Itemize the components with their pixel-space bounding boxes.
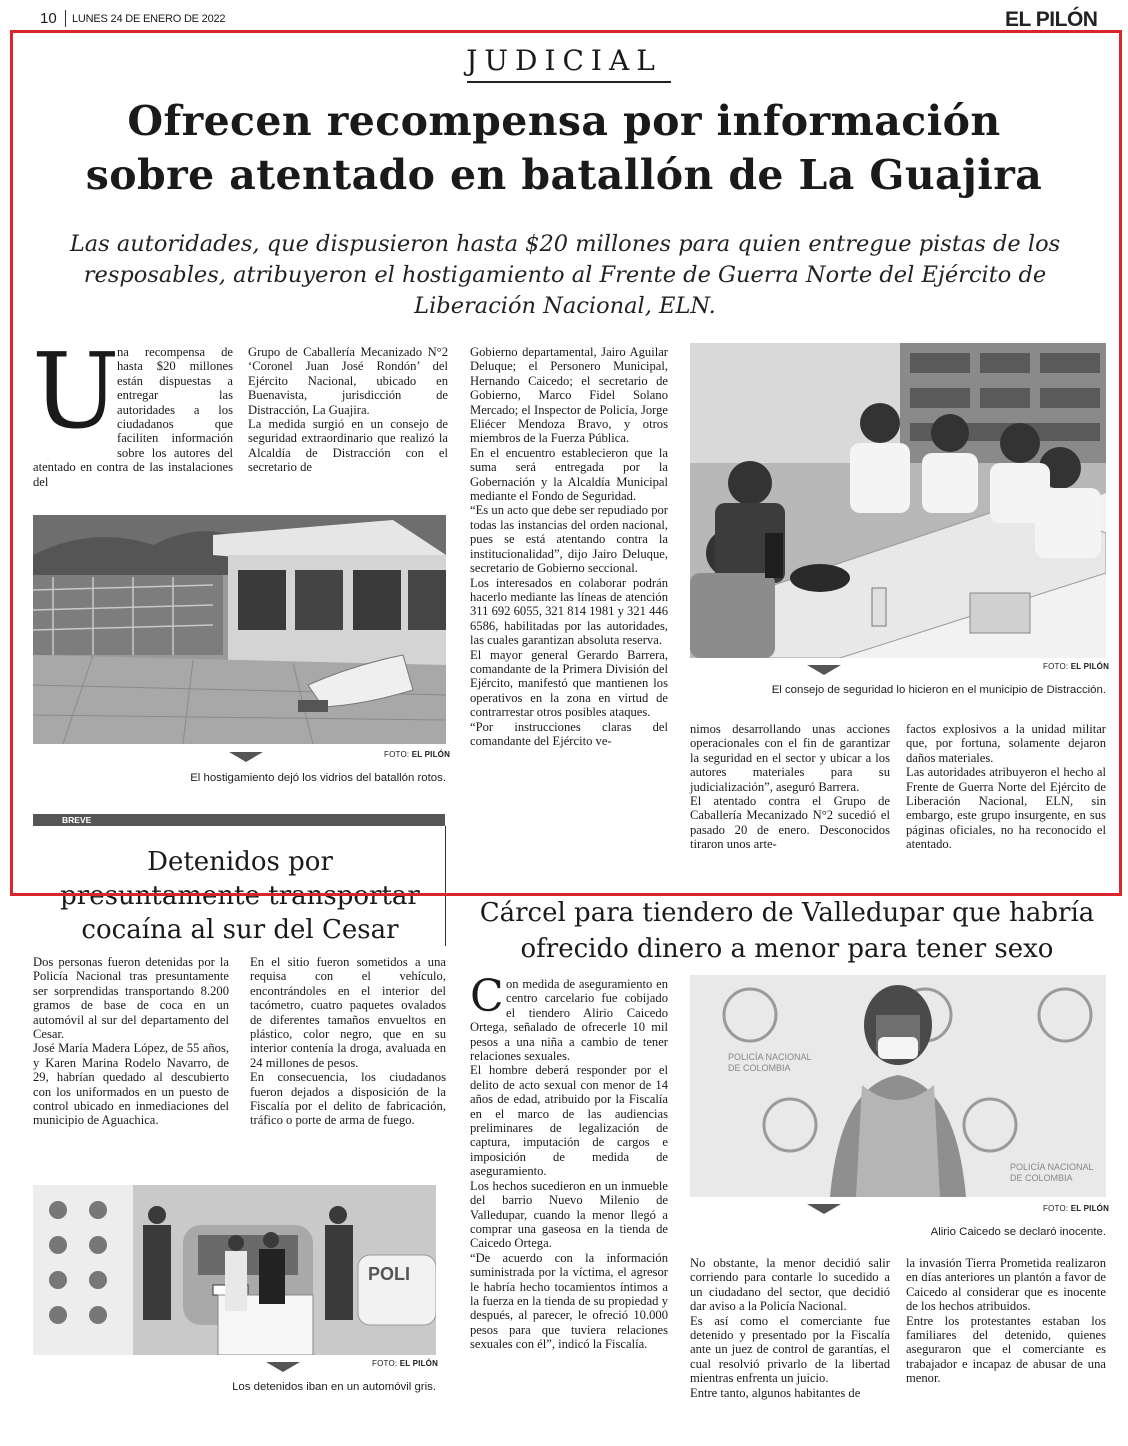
backdrop-text: POLICÍA NACIONAL (728, 1052, 812, 1062)
second-col1-paragraph: Los hechos sucedieron en un inmueble del barrio Nuevo Milenio de Valledupar, cuando la menor llegó a comprar una gaseosa en la tienda de Caicedo Ortega. (470, 1178, 668, 1251)
second-col1-paragraph: “De acuerdo con la información suministrada por la víctima, el agresor le habría hecho tocamientos íntimos a la fuerza en la tienda de su propiedad y después, al parecer, le ofreció 10.000 pesos para que tuviera relaciones sexuales con él”, indicó la Fiscalía. (470, 1250, 668, 1352)
main-col3-paragraph: Los interesados en colaborar podrán hacerlo mediante las líneas de atención 311 692 6055, 321 814 1981 y 321 446 6586, habilitadas por las autoridades, las cuales garantizan absoluta reserva. (470, 575, 668, 648)
accused-photo-credit (1043, 1204, 1109, 1213)
header-divider (65, 10, 66, 27)
caption-arrow-icon (229, 752, 263, 762)
battalion-photo-illustration (33, 515, 446, 744)
second-col2 (690, 1256, 890, 1400)
detainees-photo-credit (372, 1359, 438, 1368)
second-col1 (470, 971, 668, 1352)
brief-headline-line: cocaína al sur del Cesar (81, 915, 399, 945)
detainees-photo-caption: Los detenidos iban en un automóvil gris. (232, 1381, 436, 1393)
main-col3-paragraph: En el encuentro establecieron que la suma será entregada por la Gobernación y la Alcaldía Municipal mediante el Fondo de Seguridad. (470, 445, 668, 504)
battalion-photo-caption: El hostigamiento dejó los vidrios del batallón rotos. (190, 772, 446, 784)
main-col5-paragraph: factos explosivos a la unidad militar que, por fortuna, solamente dejaron daños materiales. (906, 722, 1106, 765)
second-col3-paragraph: la invasión Tierra Prometida realizaron en días anteriores un plantón a favor de Caicedo al considerar que es inocente de los hechos atribuidos. (906, 1256, 1106, 1314)
brief-col2-paragraph: En consecuencia, los ciudadanos fueron dejados a disposición de la Fiscalía por el delito de fabricación, tráfico o porte de arma de fuego. (250, 1070, 446, 1128)
credit-name: EL PILÓN (399, 1359, 439, 1368)
second-col2-paragraph: No obstante, la menor decidió salir corriendo para contarle lo sucedido a un ciudadano del sector, que decidió dar aviso a la Policía Nacional. (690, 1256, 890, 1314)
meeting-photo-illustration (690, 343, 1106, 658)
section-underline (467, 81, 671, 83)
main-col5 (906, 722, 1106, 852)
caption-arrow-icon (807, 665, 841, 675)
main-col1 (32, 330, 233, 489)
second-col2-paragraph: Es así como el comerciante fue detenido y presentado por la Fiscalía ante un juez de control de garantías, el cual resolvió privarlo de la libertad mientras enfrenta un juicio. (690, 1313, 890, 1386)
page-number: 10 (40, 10, 57, 27)
main-col3 (470, 345, 668, 748)
second-col2-paragraph: Entre tanto, algunos habitantes de (690, 1385, 861, 1400)
detainees-photo-illustration (33, 1185, 436, 1355)
page-date: LUNES 24 DE ENERO DE 2022 (72, 13, 226, 25)
backdrop-text: DE COLOMBIA (728, 1063, 791, 1073)
meeting-photo-caption: El consejo de seguridad lo hicieron en el municipio de Distracción. (771, 684, 1106, 696)
battalion-photo-credit (384, 750, 450, 759)
backdrop-text: POLICÍA NACIONAL (1010, 1162, 1094, 1172)
credit-prefix: FOTO: (1043, 662, 1069, 671)
brief-headline-line: Detenidos por (147, 847, 333, 877)
second-col1-paragraph: El hombre deberá responder por el delito de acto sexual con menor de 14 años de edad, atribuido por la Fiscalía en el marco de las audiencias preliminares de legalización de captura, imputación de cargos e imposición de medida de aseguramiento. (470, 1063, 668, 1179)
caption-arrow-icon (266, 1362, 300, 1372)
main-headline (20, 94, 1108, 202)
accused-photo-illustration (690, 975, 1106, 1197)
patrol-car-text: POLI (368, 1264, 411, 1284)
main-col3-paragraph: Gobierno departamental, Jairo Aguilar Deluque; el Personero Municipal, Hernando Caicedo; el secretario de Gobierno, Marco Fidel Solano Mercado; el Inspector de Policía, Jorge Eliécer Mendoza Bravo, y otros miembros de la Fuerza Pública. (470, 345, 668, 446)
newspaper-logo: EL PILÓN (1005, 8, 1098, 31)
brief-label-bar (33, 814, 445, 826)
drop-cap: U (32, 330, 120, 452)
credit-prefix: FOTO: (1043, 1204, 1069, 1213)
battalion-photo (33, 515, 446, 744)
main-col5-paragraph: Las autoridades atribuyeron el hecho al Frente de Guerra Norte del Ejército de Liberación Nacional, ELN, sin embargo, este grupo insurgente, en sus páginas oficiales, no ha reconocido el atentado. (906, 765, 1106, 852)
credit-name: EL PILÓN (1070, 1204, 1110, 1213)
brief-col2 (250, 955, 446, 1128)
main-col2 (248, 345, 448, 475)
brief-col1-paragraph: José María Madera López, de 55 años, y Karen Marina Rodelo Navarro, de 29, habrían quedado al descubierto con los uniformados en un puesto de control ubicado en inmediaciones del municipio de Aguachica. (33, 1041, 229, 1128)
main-col2-paragraph: La medida surgió en un consejo de seguridad extraordinario que realizó la Alcaldía de Distracción con el secretario de (248, 417, 448, 475)
brief-col1 (33, 955, 229, 1128)
main-col4-paragraph: El atentado contra el Grupo de Caballería Mecanizado N°2 sucedió el pasado 20 de enero. Desconocidos tiraron unos arte- (690, 794, 890, 852)
drop-cap: C (470, 971, 504, 1022)
accused-photo-caption: Alirio Caicedo se declaró inocente. (930, 1226, 1106, 1238)
main-col3-paragraph: “Por instrucciones claras del comandante del Ejército ve- (470, 719, 668, 748)
second-headline-line: Cárcel para tiendero de Valledupar que habría (479, 898, 1095, 928)
second-col3 (906, 1256, 1106, 1386)
brief-headline (40, 845, 440, 947)
main-col2-paragraph: Grupo de Caballería Mecanizado N°2 ‘Coronel Juan José Rondón’ del Ejército Nacional, ubicado en Buenavista, jurisdicción de Distracción, La Guajira. (248, 345, 448, 417)
second-headline (462, 895, 1112, 967)
credit-name: EL PILÓN (1070, 662, 1110, 671)
main-col4 (690, 722, 890, 852)
credit-name: EL PILÓN (411, 750, 451, 759)
main-col3-paragraph: “Es un acto que debe ser repudiado por todas las instancias del orden nacional, pues se está atentando contra la institucionalidad”, dijo Jairo Deluque, secretario de Gobierno seccional. (470, 503, 668, 576)
main-deck: Las autoridades, que dispusieron hasta $20 millones para quien entregue pistas de los resposables, atribuyeron el hostigamiento al Frente de Guerra Norte del Ejército de Liberación Nacional, ELN. (69, 231, 1061, 319)
brief-col2-paragraph: En el sitio fueron sometidos a una requisa con el vehículo, encontrándoles en el interior del tacómetro, cuatro paquetes ovalados de diferentes tamaños envueltos en plástico, color negro, que en su interior contenía la droga, avaluada en 24 millones de pesos. (250, 955, 446, 1070)
credit-prefix: FOTO: (372, 1359, 398, 1368)
headline-line-1: Ofrecen recompensa por información (127, 97, 1001, 145)
credit-prefix: FOTO: (384, 750, 410, 759)
brief-headline-line: presuntamente transportar (60, 881, 420, 911)
backdrop-text: DE COLOMBIA (1010, 1173, 1073, 1183)
main-col3-paragraph: El mayor general Gerardo Barrera, comandante de la Primera División del Ejército, manifestó que mantienen los operativos en la zona en virtud de contrarrestar otros posibles ataques. (470, 647, 668, 720)
meeting-photo-credit (1043, 662, 1109, 671)
accused-photo (690, 975, 1106, 1197)
section-label: JUDICIAL (466, 44, 662, 77)
main-col4-paragraph: nimos desarrollando unas acciones operacionales con el fin de garantizar la seguridad en el sector y ubicar a los autores materiales para su judicialización”, aseguró Barrera. (690, 722, 890, 794)
headline-line-2: sobre atentado en batallón de La Guajira (85, 151, 1043, 199)
detainees-photo (33, 1185, 436, 1355)
caption-arrow-icon (807, 1204, 841, 1214)
second-col3-paragraph: Entre los protestantes estaban los familiares del detenido, quienes aseguraron que el comerciante es trabajador e incapaz de abusar de una menor. (906, 1313, 1106, 1386)
second-col1-paragraph: on medida de aseguramiento en centro carcelario fue cobijado el tiendero Alirio Caicedo Ortega, señalado de ofrecerle 10 mil pesos a una niña a cambio de tener relaciones sexuales. (470, 977, 668, 1064)
security-council-photo (690, 343, 1106, 658)
brief-label: BREVE (62, 815, 92, 825)
second-headline-line: ofrecido dinero a menor para tener sexo (520, 934, 1054, 964)
brief-col1-paragraph: Dos personas fueron detenidas por la Policía Nacional tras presuntamente ser sorprendidas transportando 8.200 gramos de base de coca en un automóvil al sur del departamento del Cesar. (33, 955, 229, 1042)
main-col1-intro: na recompensa de hasta $20 millones están dispuestas a entregar las autoridades a los ciudadanos que faciliten información sobre los autores del atentado en contra de las instalaciones del (33, 345, 233, 489)
